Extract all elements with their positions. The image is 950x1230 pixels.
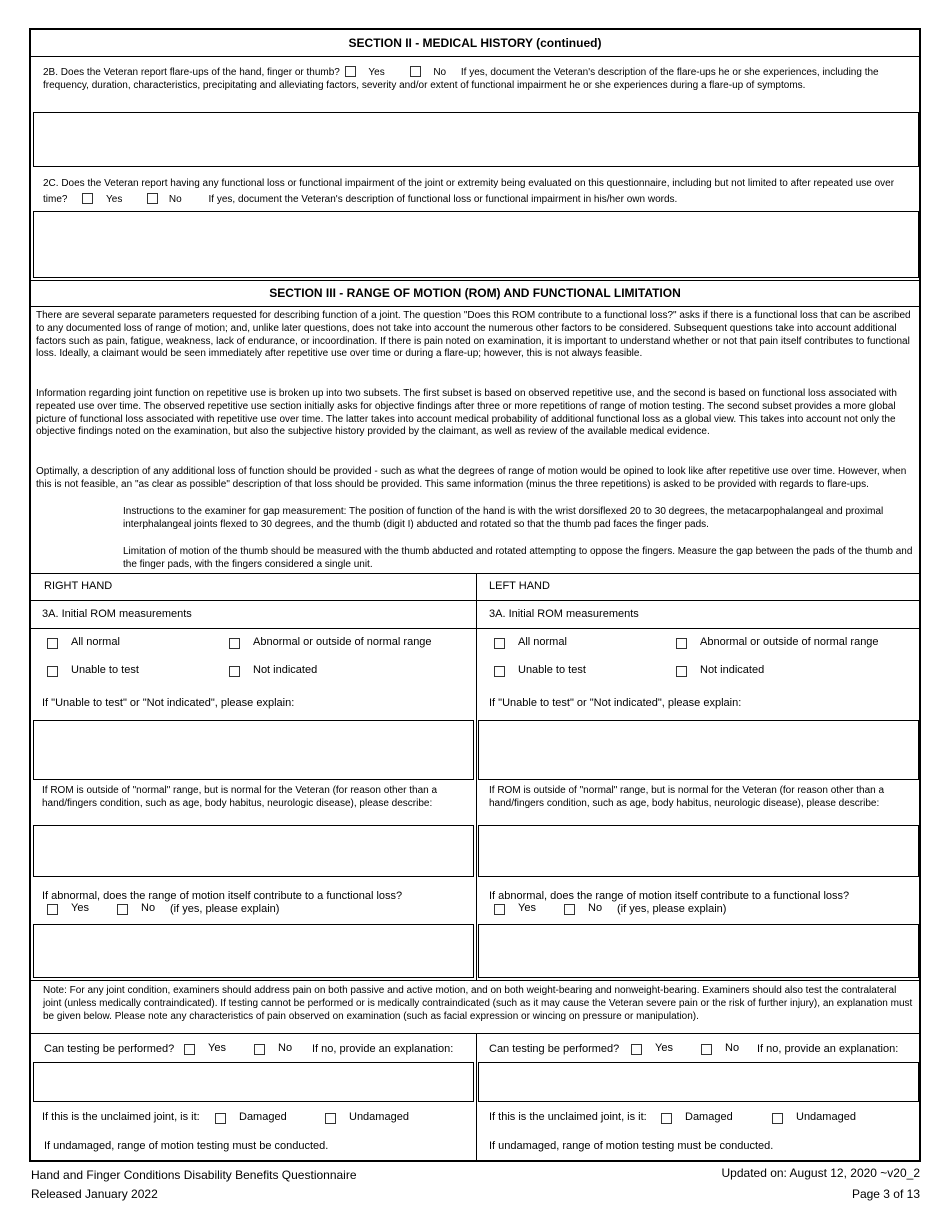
question-2b bbox=[43, 64, 909, 93]
q2b-instructions-cont: including the frequency, duration, characteristics, precipitating and alleviating factors, severity and/or extent of functional impairment he or she experiences during a flare-up of symptoms. bbox=[43, 67, 879, 91]
left-can-test-yes-checkbox[interactable] bbox=[631, 1044, 642, 1055]
gap-measurement-instructions: Instructions to the examiner for gap measurement: The position of function of the hand is with the wrist dorsiflexed 20 to 30 degrees, the metacarpophalangeal and proximal interphalangeal joints flexed to 30 degrees, and the thumb (digit I) abducted and rotated so that the thumb pad faces the finger pads. bbox=[123, 506, 884, 530]
section-2-title: SECTION II - MEDICAL HISTORY (continued) bbox=[348, 36, 602, 50]
left-3a-label: 3A. Initial ROM measurements bbox=[489, 608, 639, 620]
right-can-test-label: Can testing be performed? bbox=[44, 1043, 175, 1055]
left-undamaged-checkbox[interactable] bbox=[772, 1113, 783, 1124]
left-can-test-yes-label: Yes bbox=[655, 1042, 673, 1054]
q2c-response-field[interactable] bbox=[33, 211, 919, 278]
divider bbox=[31, 628, 919, 629]
right-abn-no-checkbox[interactable] bbox=[117, 904, 128, 915]
left-undamaged-note: If undamaged, range of motion testing must be conducted. bbox=[489, 1140, 774, 1152]
left-can-test-no-label: No bbox=[725, 1042, 740, 1054]
q2b-response-field[interactable] bbox=[33, 112, 919, 167]
right-abn-explain-note: (if yes, please explain) bbox=[170, 903, 280, 915]
left-undamaged-label: Undamaged bbox=[796, 1111, 856, 1123]
right-unclaimed-label: If this is the unclaimed joint, is it: bbox=[42, 1111, 200, 1123]
left-abn-yes-checkbox[interactable] bbox=[494, 904, 505, 915]
right-hand-header: RIGHT HAND bbox=[44, 580, 113, 592]
right-rom-outside-label: If ROM is outside of "normal" range, but is normal for the Veteran (for reason other than a hand/fingers condition, such as age, body habitus, neurologic disease), please describe: bbox=[42, 785, 438, 809]
left-damaged-label: Damaged bbox=[685, 1111, 733, 1123]
q2c-yes-label: Yes bbox=[106, 193, 123, 205]
right-can-test-no-label: No bbox=[278, 1042, 293, 1054]
left-abnormal-checkbox[interactable] bbox=[676, 638, 687, 649]
column-divider bbox=[476, 573, 477, 980]
right-abn-no-label: No bbox=[141, 902, 156, 914]
left-abnormal-question: If abnormal, does the range of motion itself contribute to a functional loss? bbox=[489, 890, 850, 902]
right-if-no-label: If no, provide an explanation: bbox=[312, 1043, 454, 1055]
divider bbox=[31, 600, 919, 601]
right-can-test-yes-checkbox[interactable] bbox=[184, 1044, 195, 1055]
left-explain-label: If "Unable to test" or "Not indicated", please explain: bbox=[489, 697, 742, 709]
right-abnormal-question: If abnormal, does the range of motion itself contribute to a functional loss? bbox=[42, 890, 403, 902]
left-abn-explain-note: (if yes, please explain) bbox=[617, 903, 727, 915]
q2b-no-label: No bbox=[433, 67, 447, 78]
q2b-yes-label: Yes bbox=[368, 67, 385, 78]
q2c-text: 2C. Does the Veteran report having any functional loss or functional impairment of the joint or extremity being evaluated on this questionnaire, including but not limited to after repeated use over time? bbox=[43, 178, 895, 205]
left-abn-no-checkbox[interactable] bbox=[564, 904, 575, 915]
question-2c bbox=[43, 178, 903, 207]
pain-testing-note: Note: For any joint condition, examiners should address pain on both passive and active motion, and on both weight-bearing and nonweight-bearing. Examiners should also test the contralateral joint (unless medically contraindicated). If testing cannot be performed or is medically contraindicated (such as it may cause the Veteran severe pain or the risk of further injury), an explanation must be given below. Please note any characteristics of pain observed on examination (such as facial expression or wincing on pressure or manipulation). bbox=[43, 985, 913, 1022]
right-undamaged-note: If undamaged, range of motion testing must be conducted. bbox=[44, 1140, 329, 1152]
left-rom-outside-label: If ROM is outside of "normal" range, but is normal for the Veteran (for reason other than a hand/fingers condition, such as age, body habitus, neurologic disease), please describe: bbox=[489, 785, 885, 809]
left-abnormal-label: Abnormal or outside of normal range bbox=[700, 636, 879, 648]
footer-form-name: Hand and Finger Conditions Disability Benefits Questionnaire bbox=[31, 1168, 357, 1182]
right-can-test-no-checkbox[interactable] bbox=[254, 1044, 265, 1055]
right-not-indicated-checkbox[interactable] bbox=[229, 666, 240, 677]
left-unable-label: Unable to test bbox=[518, 664, 586, 676]
intro-paragraph-1: There are several separate parameters requested for describing function of a joint. The question "Does this ROM contribute to a functional loss?" asks if there is a functional loss that can be ascribed to any documented loss of range of motion; and, unlike later questions, does not take into account the numerous other factors to be considered. Subsequent questions take into account additional factors such as pain, fatigue, weakness, lack of endurance, or incoordination. If there is pain noted on examination, it is important to understand whether or not that pain itself contributes to functional loss. Ideally, a claimant would be seen immediately after repetitive use over time or during a flare-up; however, this is not always feasible. bbox=[36, 310, 911, 360]
footer-released: Released January 2022 bbox=[31, 1187, 158, 1201]
right-can-test-explain-field[interactable] bbox=[33, 1062, 474, 1102]
q2c-instructions: If yes, document the Veteran's description of functional loss or functional impairment in his/her own words. bbox=[208, 193, 678, 205]
divider bbox=[31, 56, 919, 57]
section-3-title: SECTION III - RANGE OF MOTION (ROM) AND FUNCTIONAL LIMITATION bbox=[269, 286, 681, 300]
right-unable-checkbox[interactable] bbox=[47, 666, 58, 677]
right-abn-yes-checkbox[interactable] bbox=[47, 904, 58, 915]
q2b-text: 2B. Does the Veteran report flare-ups of the hand, finger or thumb? bbox=[43, 67, 340, 78]
intro-paragraph-3: Optimally, a description of any additional loss of function should be provided - such as what the degrees of range of motion would be opined to look like after repetitive use over time. However, when this is not feasible, an "as clear as possible" description of that loss should be provided. This same information (minus the three repetitions) is asked to be provided with regards to flare-ups. bbox=[36, 466, 907, 490]
left-can-test-label: Can testing be performed? bbox=[489, 1043, 620, 1055]
right-damaged-checkbox[interactable] bbox=[215, 1113, 226, 1124]
divider bbox=[31, 280, 919, 281]
right-abn-yes-label: Yes bbox=[71, 902, 89, 914]
q2b-no-checkbox[interactable] bbox=[410, 66, 421, 77]
right-undamaged-label: Undamaged bbox=[349, 1111, 409, 1123]
divider bbox=[31, 980, 919, 981]
form-page bbox=[29, 28, 921, 1162]
q2c-no-checkbox[interactable] bbox=[147, 193, 158, 204]
left-can-test-no-checkbox[interactable] bbox=[701, 1044, 712, 1055]
left-not-indicated-label: Not indicated bbox=[700, 664, 765, 676]
divider bbox=[31, 1033, 919, 1034]
right-explain-label: If "Unable to test" or "Not indicated", please explain: bbox=[42, 697, 295, 709]
thumb-limitation-instructions: Limitation of motion of the thumb should be measured with the thumb abducted and rotated attempting to oppose the fingers. Measure the gap between the pads of the thumb and the finger pads, with the fingers considered a single unit. bbox=[123, 546, 913, 570]
right-abnormal-checkbox[interactable] bbox=[229, 638, 240, 649]
left-not-indicated-checkbox[interactable] bbox=[676, 666, 687, 677]
right-rom-outside-field[interactable] bbox=[33, 825, 474, 877]
left-damaged-checkbox[interactable] bbox=[661, 1113, 672, 1124]
right-explain-field[interactable] bbox=[33, 720, 474, 780]
footer-updated: Updated on: August 12, 2020 ~v20_2 bbox=[721, 1166, 920, 1180]
left-abn-explain-field[interactable] bbox=[478, 924, 919, 978]
left-can-test-explain-field[interactable] bbox=[478, 1062, 919, 1102]
right-undamaged-checkbox[interactable] bbox=[325, 1113, 336, 1124]
right-unable-label: Unable to test bbox=[71, 664, 139, 676]
footer-page-number: Page 3 of 13 bbox=[851, 1187, 920, 1201]
left-all-normal-label: All normal bbox=[518, 636, 567, 648]
right-abnormal-label: Abnormal or outside of normal range bbox=[253, 636, 432, 648]
q2b-yes-checkbox[interactable] bbox=[345, 66, 356, 77]
left-hand-header: LEFT HAND bbox=[489, 580, 550, 592]
left-rom-outside-field[interactable] bbox=[478, 825, 919, 877]
left-all-normal-checkbox[interactable] bbox=[494, 638, 505, 649]
left-explain-field[interactable] bbox=[478, 720, 919, 780]
q2b-instructions: If yes, document the Veteran's description of the flare-ups he or she experiences, bbox=[460, 67, 820, 78]
left-unable-checkbox[interactable] bbox=[494, 666, 505, 677]
divider bbox=[31, 306, 919, 307]
right-damaged-label: Damaged bbox=[239, 1111, 287, 1123]
right-not-indicated-label: Not indicated bbox=[253, 664, 318, 676]
left-unclaimed-label: If this is the unclaimed joint, is it: bbox=[489, 1111, 647, 1123]
right-3a-label: 3A. Initial ROM measurements bbox=[42, 608, 192, 620]
q2c-yes-checkbox[interactable] bbox=[82, 193, 93, 204]
left-abn-no-label: No bbox=[588, 902, 603, 914]
q2c-no-label: No bbox=[168, 193, 182, 205]
right-all-normal-checkbox[interactable] bbox=[47, 638, 58, 649]
intro-paragraph-2: Information regarding joint function on repetitive use is broken up into two subsets. The first subset is based on observed repetitive use, and the second is based on functional loss associated with repeated use over time. The observed repetitive use section initially asks for objective findings after three or more repetitions of range of motion testing. The second subset provides a more global picture of functional loss associated with repetitive use over time. The latter takes into account medical probability of additional functional loss as a global view. This takes into account not only the objective findings noted on the examination, but also the subjective history provided by the claimant, as well as review of the available medical evidence. bbox=[36, 388, 897, 438]
column-divider bbox=[476, 1033, 477, 1162]
left-abn-yes-label: Yes bbox=[518, 902, 536, 914]
right-can-test-yes-label: Yes bbox=[208, 1042, 226, 1054]
right-abn-explain-field[interactable] bbox=[33, 924, 474, 978]
right-all-normal-label: All normal bbox=[71, 636, 120, 648]
divider bbox=[31, 573, 919, 574]
left-if-no-label: If no, provide an explanation: bbox=[757, 1043, 899, 1055]
